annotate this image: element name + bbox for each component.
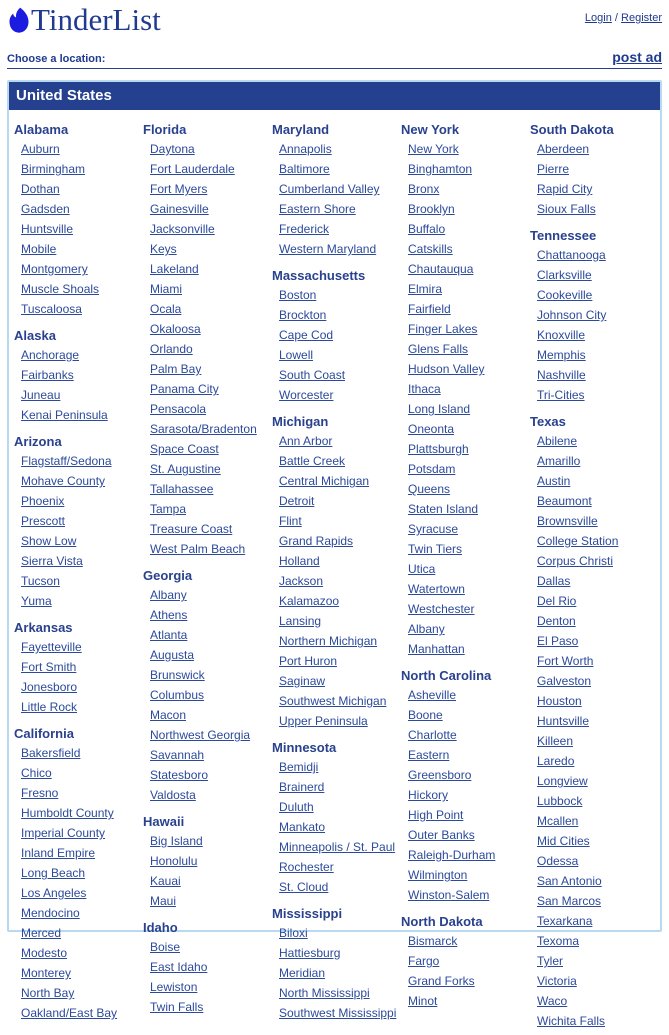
city-link-keys[interactable]: Keys — [150, 242, 177, 256]
city-link-clarksville[interactable]: Clarksville — [537, 268, 592, 282]
state-group-maryland — [270, 122, 395, 256]
city-link-asheville[interactable]: Asheville — [408, 688, 457, 702]
city-link-western-maryland[interactable]: Western Maryland — [279, 242, 377, 256]
city-link-monterey[interactable]: Monterey — [21, 966, 72, 980]
city-link-brunswick[interactable]: Brunswick — [150, 668, 205, 682]
state-heading-new-york: New York — [401, 122, 460, 137]
city-link-fairbanks[interactable]: Fairbanks — [21, 368, 74, 382]
city-link-gadsden[interactable]: Gadsden — [21, 202, 70, 216]
city-link-wilmington[interactable]: Wilmington — [408, 868, 468, 882]
city-link-flagstaff-sedona[interactable]: Flagstaff/Sedona — [21, 454, 112, 468]
city-link-south-coast[interactable]: South Coast — [279, 368, 346, 382]
city-link-killeen[interactable]: Killeen — [537, 734, 574, 748]
city-link-outer-banks[interactable]: Outer Banks — [408, 828, 475, 842]
city-link-bakersfield[interactable]: Bakersfield — [21, 746, 81, 760]
city-link-del-rio[interactable]: Del Rio — [537, 594, 577, 608]
city-link-palm-bay[interactable]: Palm Bay — [150, 362, 202, 376]
city-link-boone[interactable]: Boone — [408, 708, 443, 722]
city-link-winston-salem[interactable]: Winston-Salem — [408, 888, 490, 902]
city-link-atlanta[interactable]: Atlanta — [150, 628, 188, 642]
state-group-california — [12, 726, 137, 1020]
state-column-2 — [141, 110, 270, 1035]
city-link-port-huron[interactable]: Port Huron — [279, 654, 338, 668]
city-link-twin-tiers[interactable]: Twin Tiers — [408, 542, 463, 556]
city-link-binghamton[interactable]: Binghamton — [408, 162, 473, 176]
city-link-valdosta[interactable]: Valdosta — [150, 788, 196, 802]
city-link-st-cloud[interactable]: St. Cloud — [279, 880, 329, 894]
city-link-jackson[interactable]: Jackson — [279, 574, 324, 588]
city-link-longview[interactable]: Longview — [537, 774, 588, 788]
city-link-imperial-county[interactable]: Imperial County — [21, 826, 106, 840]
city-link-nashville[interactable]: Nashville — [537, 368, 586, 382]
auth-links — [585, 3, 662, 24]
city-link-boise[interactable]: Boise — [150, 940, 181, 954]
city-link-panama-city[interactable]: Panama City — [150, 382, 219, 396]
city-link-tuscaloosa[interactable]: Tuscaloosa — [21, 302, 82, 316]
city-link-mankato[interactable]: Mankato — [279, 820, 326, 834]
city-link-long-island[interactable]: Long Island — [408, 402, 471, 416]
city-link-fresno[interactable]: Fresno — [21, 786, 59, 800]
city-link-fort-worth[interactable]: Fort Worth — [537, 654, 594, 668]
city-link-college-station[interactable]: College Station — [537, 534, 619, 548]
city-link-victoria[interactable]: Victoria — [537, 974, 577, 988]
city-link-brownsville[interactable]: Brownsville — [537, 514, 598, 528]
city-link-oakland-east-bay[interactable]: Oakland/East Bay — [21, 1006, 118, 1020]
city-link-catskills[interactable]: Catskills — [408, 242, 453, 256]
city-link-bemidji[interactable]: Bemidji — [279, 760, 319, 774]
city-link-charlotte[interactable]: Charlotte — [408, 728, 457, 742]
city-link-texarkana[interactable]: Texarkana — [537, 914, 593, 928]
city-link-new-york[interactable]: New York — [408, 142, 459, 156]
city-link-bronx[interactable]: Bronx — [408, 182, 440, 196]
city-link-hickory[interactable]: Hickory — [408, 788, 449, 802]
city-link-boston[interactable]: Boston — [279, 288, 317, 302]
city-link-mcallen[interactable]: Mcallen — [537, 814, 579, 828]
city-link-miami[interactable]: Miami — [150, 282, 182, 296]
city-link-treasure-coast[interactable]: Treasure Coast — [150, 522, 233, 536]
state-heading-south-dakota: South Dakota — [530, 122, 614, 137]
city-link-utica[interactable]: Utica — [408, 562, 436, 576]
city-link-kauai[interactable]: Kauai — [150, 874, 181, 888]
state-group-arizona — [12, 434, 137, 608]
city-link-meridian[interactable]: Meridian — [279, 966, 326, 980]
city-link-auburn[interactable]: Auburn — [21, 142, 60, 156]
city-link-flint[interactable]: Flint — [279, 514, 302, 528]
city-link-chattanooga[interactable]: Chattanooga — [537, 248, 606, 262]
state-heading-north-carolina: North Carolina — [401, 668, 492, 683]
city-link-fairfield[interactable]: Fairfield — [408, 302, 451, 316]
state-group-alaska — [12, 328, 137, 422]
state-columns — [9, 110, 660, 1035]
state-group-florida — [141, 122, 266, 556]
city-link-minot[interactable]: Minot — [408, 994, 438, 1008]
city-link-frederick[interactable]: Frederick — [279, 222, 330, 236]
city-link-gainesville[interactable]: Gainesville — [150, 202, 209, 216]
city-link-pensacola[interactable]: Pensacola — [150, 402, 207, 416]
city-link-tyler[interactable]: Tyler — [537, 954, 564, 968]
city-link-mid-cities[interactable]: Mid Cities — [537, 834, 590, 848]
city-link-northern-michigan[interactable]: Northern Michigan — [279, 634, 378, 648]
city-link-knoxville[interactable]: Knoxville — [537, 328, 586, 342]
city-link-north-bay[interactable]: North Bay — [21, 986, 75, 1000]
city-link-san-antonio[interactable]: San Antonio — [537, 874, 602, 888]
city-link-ocala[interactable]: Ocala — [150, 302, 182, 316]
city-link-northwest-georgia[interactable]: Northwest Georgia — [150, 728, 251, 742]
city-link-space-coast[interactable]: Space Coast — [150, 442, 219, 456]
city-link-rapid-city[interactable]: Rapid City — [537, 182, 593, 196]
post-ad-link[interactable]: post ad — [612, 49, 662, 65]
state-heading-maryland: Maryland — [272, 122, 330, 137]
state-group-north-carolina — [399, 668, 524, 902]
city-link-honolulu[interactable]: Honolulu — [150, 854, 198, 868]
city-link-sierra-vista[interactable]: Sierra Vista — [21, 554, 83, 568]
state-heading-arizona: Arizona — [14, 434, 62, 449]
city-link-lansing[interactable]: Lansing — [279, 614, 322, 628]
city-link-el-paso[interactable]: El Paso — [537, 634, 579, 648]
city-link-mendocino[interactable]: Mendocino — [21, 906, 80, 920]
city-link-saginaw[interactable]: Saginaw — [279, 674, 326, 688]
state-group-hawaii — [141, 814, 266, 908]
state-heading-michigan: Michigan — [272, 414, 329, 429]
site-logo[interactable] — [7, 3, 161, 37]
city-link-birmingham[interactable]: Birmingham — [21, 162, 86, 176]
state-group-north-dakota — [399, 914, 524, 1008]
city-link-hudson-valley[interactable]: Hudson Valley — [408, 362, 485, 376]
city-link-lewiston[interactable]: Lewiston — [150, 980, 198, 994]
state-heading-minnesota: Minnesota — [272, 740, 337, 755]
city-link-baltimore[interactable]: Baltimore — [279, 162, 330, 176]
city-link-memphis[interactable]: Memphis — [537, 348, 586, 362]
city-link-southwest-mississippi[interactable]: Southwest Mississippi — [279, 1006, 397, 1020]
city-link-potsdam[interactable]: Potsdam — [408, 462, 456, 476]
city-link-amarillo[interactable]: Amarillo — [537, 454, 581, 468]
city-link-beaumont[interactable]: Beaumont — [537, 494, 592, 508]
city-link-dothan[interactable]: Dothan — [21, 182, 60, 196]
city-link-cape-cod[interactable]: Cape Cod — [279, 328, 334, 342]
city-link-finger-lakes[interactable]: Finger Lakes — [408, 322, 478, 336]
state-group-alabama — [12, 122, 137, 316]
city-link-athens[interactable]: Athens — [150, 608, 188, 622]
auth-separator: / — [614, 12, 618, 24]
city-link-tri-cities[interactable]: Tri-Cities — [537, 388, 585, 402]
register-link[interactable]: Register — [621, 12, 662, 24]
city-link-wichita-falls[interactable]: Wichita Falls — [537, 1014, 606, 1028]
city-link-lakeland[interactable]: Lakeland — [150, 262, 199, 276]
city-link-abilene[interactable]: Abilene — [537, 434, 578, 448]
state-column-5 — [528, 110, 657, 1035]
state-heading-florida: Florida — [143, 122, 187, 137]
city-link-kalamazoo[interactable]: Kalamazoo — [279, 594, 340, 608]
region-header: United States — [9, 82, 660, 110]
city-link-greensboro[interactable]: Greensboro — [408, 768, 472, 782]
city-link-chico[interactable]: Chico — [21, 766, 52, 780]
city-link-long-beach[interactable]: Long Beach — [21, 866, 86, 880]
city-link-fort-myers[interactable]: Fort Myers — [150, 182, 208, 196]
city-link-cumberland-valley[interactable]: Cumberland Valley — [279, 182, 380, 196]
city-link-jonesboro[interactable]: Jonesboro — [21, 680, 78, 694]
location-box — [7, 80, 662, 1028]
city-link-west-palm-beach[interactable]: West Palm Beach — [150, 542, 246, 556]
city-link-houston[interactable]: Houston — [537, 694, 582, 708]
state-column-4 — [399, 110, 528, 1035]
city-link-augusta[interactable]: Augusta — [150, 648, 195, 662]
city-link-detroit[interactable]: Detroit — [279, 494, 315, 508]
city-link-north-mississippi[interactable]: North Mississippi — [279, 986, 370, 1000]
city-link-east-idaho[interactable]: East Idaho — [150, 960, 208, 974]
state-heading-massachusetts: Massachusetts — [272, 268, 366, 283]
city-link-san-marcos[interactable]: San Marcos — [537, 894, 602, 908]
city-link-watertown[interactable]: Watertown — [408, 582, 465, 596]
state-heading-hawaii: Hawaii — [143, 814, 185, 829]
city-link-rochester[interactable]: Rochester — [279, 860, 334, 874]
city-link-sarasota-bradenton[interactable]: Sarasota/Bradenton — [150, 422, 257, 436]
city-link-orlando[interactable]: Orlando — [150, 342, 193, 356]
city-link-eastern-shore[interactable]: Eastern Shore — [279, 202, 356, 216]
state-heading-north-dakota: North Dakota — [401, 914, 483, 929]
state-group-arkansas — [12, 620, 137, 714]
city-link-maui[interactable]: Maui — [150, 894, 177, 908]
city-link-humboldt-county[interactable]: Humboldt County — [21, 806, 114, 820]
city-link-westchester[interactable]: Westchester — [408, 602, 475, 616]
city-link-johnson-city[interactable]: Johnson City — [537, 308, 607, 322]
state-group-new-york — [399, 122, 524, 656]
city-link-juneau[interactable]: Juneau — [21, 388, 61, 402]
state-group-south-dakota — [528, 122, 653, 216]
city-link-raleigh-durham[interactable]: Raleigh-Durham — [408, 848, 496, 862]
city-link-worcester[interactable]: Worcester — [279, 388, 334, 402]
state-heading-arkansas: Arkansas — [14, 620, 73, 635]
city-link-little-rock[interactable]: Little Rock — [21, 700, 78, 714]
city-link-brockton[interactable]: Brockton — [279, 308, 327, 322]
city-link-muscle-shoals[interactable]: Muscle Shoals — [21, 282, 100, 296]
city-link-manhattan[interactable]: Manhattan — [408, 642, 465, 656]
city-link-modesto[interactable]: Modesto — [21, 946, 68, 960]
city-link-mohave-county[interactable]: Mohave County — [21, 474, 106, 488]
city-link-merced[interactable]: Merced — [21, 926, 62, 940]
city-link-st-augustine[interactable]: St. Augustine — [150, 462, 221, 476]
logo-text: TinderList — [31, 2, 161, 37]
city-link-cookeville[interactable]: Cookeville — [537, 288, 593, 302]
state-heading-texas: Texas — [530, 414, 566, 429]
city-link-high-point[interactable]: High Point — [408, 808, 464, 822]
city-link-battle-creek[interactable]: Battle Creek — [279, 454, 346, 468]
city-link-yuma[interactable]: Yuma — [21, 594, 52, 608]
state-group-georgia — [141, 568, 266, 802]
city-link-tallahassee[interactable]: Tallahassee — [150, 482, 214, 496]
city-link-plattsburgh[interactable]: Plattsburgh — [408, 442, 469, 456]
city-link-lubbock[interactable]: Lubbock — [537, 794, 583, 808]
state-heading-idaho: Idaho — [143, 920, 178, 935]
city-link-staten-island[interactable]: Staten Island — [408, 502, 479, 516]
state-heading-california: California — [14, 726, 74, 741]
city-link-austin[interactable]: Austin — [537, 474, 571, 488]
city-link-denton[interactable]: Denton — [537, 614, 576, 628]
location-sub-bar — [7, 49, 662, 69]
city-link-upper-peninsula[interactable]: Upper Peninsula — [279, 714, 368, 728]
state-group-tennessee — [528, 228, 653, 402]
city-link-grand-rapids[interactable]: Grand Rapids — [279, 534, 354, 548]
city-link-buffalo[interactable]: Buffalo — [408, 222, 446, 236]
choose-location-label: Choose a location: — [7, 53, 106, 65]
city-link-galveston[interactable]: Galveston — [537, 674, 592, 688]
city-link-bismarck[interactable]: Bismarck — [408, 934, 458, 948]
city-link-eastern[interactable]: Eastern — [408, 748, 450, 762]
city-link-syracuse[interactable]: Syracuse — [408, 522, 459, 536]
city-link-show-low[interactable]: Show Low — [21, 534, 77, 548]
city-link-prescott[interactable]: Prescott — [21, 514, 66, 528]
city-link-fayetteville[interactable]: Fayetteville — [21, 640, 82, 654]
state-group-idaho — [141, 920, 266, 1014]
city-link-laredo[interactable]: Laredo — [537, 754, 575, 768]
city-link-mobile[interactable]: Mobile — [21, 242, 57, 256]
city-link-huntsville[interactable]: Huntsville — [537, 714, 590, 728]
city-link-brooklyn[interactable]: Brooklyn — [408, 202, 455, 216]
city-link-albany[interactable]: Albany — [150, 588, 187, 602]
state-group-massachusetts — [270, 268, 395, 402]
city-link-aberdeen[interactable]: Aberdeen — [537, 142, 590, 156]
city-link-minneapolis-st-paul[interactable]: Minneapolis / St. Paul — [279, 840, 396, 854]
city-link-glens-falls[interactable]: Glens Falls — [408, 342, 469, 356]
city-link-southwest-michigan[interactable]: Southwest Michigan — [279, 694, 387, 708]
city-link-albany[interactable]: Albany — [408, 622, 445, 636]
city-link-corpus-christi[interactable]: Corpus Christi — [537, 554, 614, 568]
city-link-montgomery[interactable]: Montgomery — [21, 262, 88, 276]
state-column-1 — [12, 110, 141, 1035]
login-link[interactable]: Login — [584, 12, 612, 24]
city-link-ann-arbor[interactable]: Ann Arbor — [279, 434, 333, 448]
city-link-hattiesburg[interactable]: Hattiesburg — [279, 946, 341, 960]
city-link-central-michigan[interactable]: Central Michigan — [279, 474, 370, 488]
city-link-duluth[interactable]: Duluth — [279, 800, 314, 814]
state-group-minnesota — [270, 740, 395, 894]
city-link-dallas[interactable]: Dallas — [537, 574, 571, 588]
city-link-anchorage[interactable]: Anchorage — [21, 348, 80, 362]
state-group-michigan — [270, 414, 395, 728]
city-link-daytona[interactable]: Daytona — [150, 142, 195, 156]
city-link-fort-smith[interactable]: Fort Smith — [21, 660, 77, 674]
city-link-tampa[interactable]: Tampa — [150, 502, 187, 516]
city-link-biloxi[interactable]: Biloxi — [279, 926, 308, 940]
city-link-statesboro[interactable]: Statesboro — [150, 768, 209, 782]
city-link-fort-lauderdale[interactable]: Fort Lauderdale — [150, 162, 235, 176]
state-heading-alabama: Alabama — [14, 122, 69, 137]
city-link-phoenix[interactable]: Phoenix — [21, 494, 65, 508]
city-link-inland-empire[interactable]: Inland Empire — [21, 846, 96, 860]
city-link-macon[interactable]: Macon — [150, 708, 187, 722]
city-link-waco[interactable]: Waco — [537, 994, 568, 1008]
city-link-elmira[interactable]: Elmira — [408, 282, 443, 296]
top-bar — [7, 0, 662, 37]
city-link-brainerd[interactable]: Brainerd — [279, 780, 325, 794]
city-link-okaloosa[interactable]: Okaloosa — [150, 322, 201, 336]
city-link-pierre[interactable]: Pierre — [537, 162, 570, 176]
state-heading-georgia: Georgia — [143, 568, 193, 583]
city-link-savannah[interactable]: Savannah — [150, 748, 205, 762]
city-link-twin-falls[interactable]: Twin Falls — [150, 1000, 204, 1014]
city-link-grand-forks[interactable]: Grand Forks — [408, 974, 475, 988]
city-link-columbus[interactable]: Columbus — [150, 688, 205, 702]
state-heading-tennessee: Tennessee — [530, 228, 597, 243]
state-heading-alaska: Alaska — [14, 328, 56, 343]
city-link-fargo[interactable]: Fargo — [408, 954, 440, 968]
city-link-tucson[interactable]: Tucson — [21, 574, 60, 588]
state-heading-mississippi: Mississippi — [272, 906, 343, 921]
city-link-oneonta[interactable]: Oneonta — [408, 422, 455, 436]
city-link-sioux-falls[interactable]: Sioux Falls — [537, 202, 596, 216]
state-group-texas — [528, 414, 653, 1028]
city-link-annapolis[interactable]: Annapolis — [279, 142, 332, 156]
state-column-3 — [270, 110, 399, 1035]
city-link-huntsville[interactable]: Huntsville — [21, 222, 74, 236]
city-link-big-island[interactable]: Big Island — [150, 834, 203, 848]
city-link-holland[interactable]: Holland — [279, 554, 320, 568]
city-link-texoma[interactable]: Texoma — [537, 934, 580, 948]
city-link-kenai-peninsula[interactable]: Kenai Peninsula — [21, 408, 108, 422]
city-link-queens[interactable]: Queens — [408, 482, 451, 496]
city-link-los-angeles[interactable]: Los Angeles — [21, 886, 87, 900]
city-link-ithaca[interactable]: Ithaca — [408, 382, 441, 396]
city-link-lowell[interactable]: Lowell — [279, 348, 314, 362]
city-link-jacksonville[interactable]: Jacksonville — [150, 222, 215, 236]
state-group-mississippi — [270, 906, 395, 1020]
flame-icon — [7, 6, 31, 36]
city-link-odessa[interactable]: Odessa — [537, 854, 579, 868]
city-link-chautauqua[interactable]: Chautauqua — [408, 262, 474, 276]
